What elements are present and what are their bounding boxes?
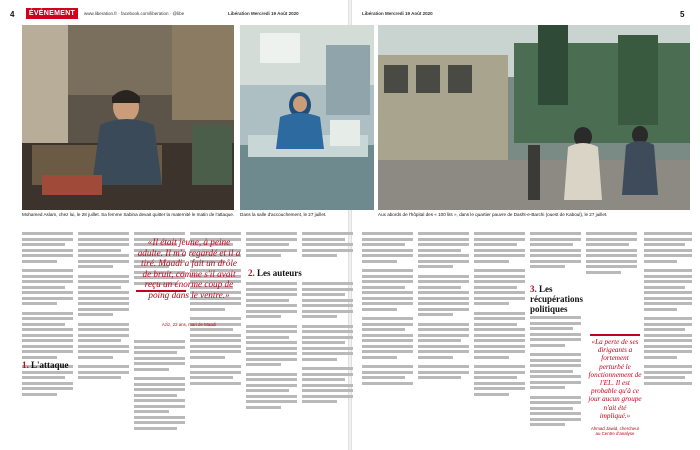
text-column [418,232,469,437]
section-title: Les auteurs [257,268,302,278]
text-column [134,340,185,438]
caption-middle: Dans la salle d'accouchement, le 27 juillet. [240,212,327,217]
photo-man-at-home [22,25,234,210]
text-column [302,282,353,438]
text-column [22,232,73,437]
right-header-date: Libération Mercredi 19 Août 2020 [362,11,433,16]
section-heading-politics [530,284,586,314]
left-header-date: Libération Mercredi 19 Août 2020 [228,11,299,16]
section-heading-attack [22,360,69,370]
left-page-number: 4 [10,10,15,19]
text-column [246,232,297,264]
photo-hospital-outside [378,25,690,210]
photo-hospital-outside-image [378,25,690,210]
pull-quote-2-attribution: Ahmad Jawid, chercheur au Centre d'analyse [590,426,640,437]
section-kicker: ÉVÉNEMENT [26,8,78,19]
text-column [78,232,129,437]
photo-man-at-home-image [22,25,234,210]
text-column [586,232,637,284]
right-page-number: 5 [680,10,685,19]
section-title: Les récupérations politiques [530,284,583,314]
caption-left: Mohamed Aslam, chez lui, le 28 juillet. Sa femme Sabina devait quitter la maternité le matin de l'attaque. [22,212,235,217]
text-column [362,232,413,437]
section-number: 2. [248,268,255,278]
text-column [644,232,692,438]
photo-delivery-room-image [240,25,374,210]
section-heading-authors [248,268,302,278]
section-number: 1. [22,360,29,370]
photo-delivery-room [240,25,374,210]
pull-quote-1: «Il était jeune, à peine adulte. Il m'a regardé et il a tiré. Maadi a fait un drôle de bruit, comme s'il avait reçu un énorme coup de poing dans le ventre.» [137,237,241,300]
text-column [530,316,581,438]
section-title: L'attaque [31,360,69,370]
text-column [530,232,581,278]
left-header-links: www.liberation.fr · facebook.com/liberation · @libe [84,11,185,16]
quote-rule [590,334,640,336]
pull-quote-1-attribution: Aziz, 22 ans, mari de Maadi [161,322,217,327]
text-column [302,232,353,264]
pull-quote-2: «La perte de ses dirigeants a fortement perturbé le fonctionnement de l'EI.. Il est probable qu'à ce jour aucun groupe n'ait été impliqué.» [588,338,642,420]
text-column [246,282,297,438]
text-column [474,232,525,437]
section-number: 3. [530,284,537,294]
caption-right: Aux abords de l'hôpital des « 100 lits », dans le quartier pauvre de Dasht-e-Barchi (ouest de Kaboul), le 27 juillet. [378,212,608,217]
